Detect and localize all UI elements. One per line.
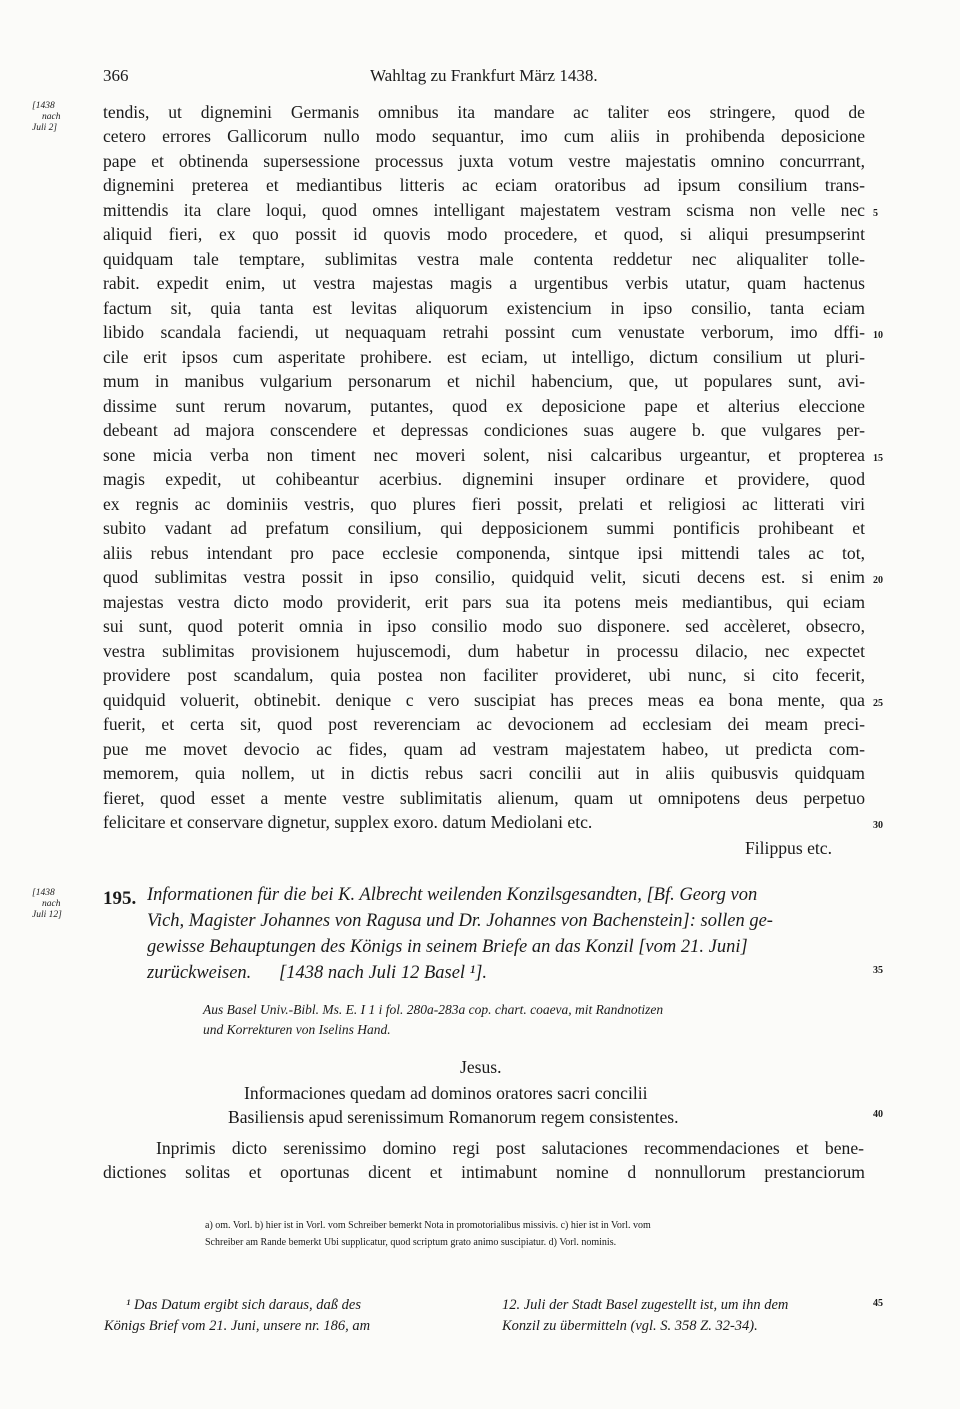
body-line: tendis, ut dignemini Germanis omnibus ita mandare ac taliter eos stringere, quod de [103,102,865,122]
body-line: libido scandala faciendi, ut nequaquam retrahi possint cum venustate verborum, imo dffi- [103,322,865,342]
footnote-text: Königs Brief vom 21. Juni, unsere nr. 186, am [104,1318,371,1334]
body-line: cile erit ipsos cum asperitate prohibere. est eciam, ut intelligo, dictum consilium ut pluri- [103,347,865,367]
body-line: factum sit, quia tanta est levitas aliquorum existencium in ipso consilio, tanta eciam [103,298,865,318]
body-line: dissime sunt rerum novarum, putantes, quod ex deposicione pape et alterius eleccione [103,396,865,416]
body-line: vestra sublimitas provisionem hujuscemodi, dum habetur in processu dilacio, nec expectet [103,641,865,661]
body-line: pape et obtinenda supersessione processus juxta votum vestre majestatis omnino concurrrant, [103,151,865,171]
body-line: cetero errores Gallicorum nullo modo sequantur, imo cum aliis in prohibenda deposicione [103,126,865,146]
body-line: ex regnis ac dominiis vestris, quo plures fieri possit, prelati et religiosi ac litterati viri [103,494,865,514]
line-number: 20 [873,575,883,586]
body-line: rabit. expedit enim, ut vestra majestas magis a urgentibus verbis utatur, quam hactenus [103,273,865,293]
margin-note-line: Juli 12] [32,910,62,920]
body-line: quod sublimitas vestra possit in ipso consilio, quidquid velit, sicuti decens est. si enim [103,567,865,587]
body-line: magis expedit, ut cohibeantur acerbius. dignemini insuper ordinare et providere, quod [103,469,865,489]
line-number: 45 [873,1298,883,1309]
body-line: sone micia verba non timent nec moveri solent, nisi calcaribus urgeantur, et propterea [103,445,865,465]
margin-note-line: nach [42,899,61,909]
body-line: subito vadant ad prefatum consilium, qui depposicionem summi pontificis prohibeant et [103,518,865,538]
line-number: 35 [873,965,883,976]
document-title-line: Vich, Magister Johannes von Ragusa und Dr. Johannes von Bachenstein]: sollen ge- [147,911,773,931]
page-number: 366 [103,66,129,85]
signature: Filippus etc. [745,838,832,858]
body-line: dictiones solitas et oportunas dicent et intimabunt nomine d nonnullorum prestanciorum [103,1162,865,1182]
body-line: aliis rebus intendant pro pace ecclesie componenda, sintque ipsi mittendi tales ac tot, [103,543,865,563]
footnote-text: Konzil zu übermitteln (vgl. S. 358 Z. 32-34). [502,1318,758,1334]
section-subheading: Informaciones quedam ad dominos oratores sacri concilii [244,1083,648,1103]
source-line: Aus Basel Univ.-Bibl. Ms. E. I 1 i fol. 280a-283a cop. chart. coaeva, mit Randnotizen [203,1002,664,1017]
body-line: debeant ad majora conscendere et depressas condiciones suas augere b. que vulgares per- [103,420,865,440]
body-line: majestas vestra dicto modo providerit, erit pars sua ita potens meis mediantibus, qui eciam [103,592,865,612]
apparatus-note: Schreiber am Rande bemerkt Ubi supplicatur, quod scriptum grato animo suscipiatur. d) Vorl. nominis. [205,1237,617,1248]
document-title-line: gewisse Behauptungen des Königs in seinem Briefe an das Konzil [vom 21. Juni] [147,937,748,957]
body-line: pue me movet devocio ac fides, quam ad vestram majestatem habeo, ut predicta com- [103,739,865,759]
margin-note-line: [1438 [32,888,55,898]
document-number: 195. [103,888,137,909]
body-line: sui sunt, quod poterit omnia in ipso consilio modo suo disponere. sed accèleret, obsecro, [103,616,865,636]
margin-note-line: [1438 [32,101,55,111]
body-line: mum in manibus vulgarium personarum et nichil habencium, que, ut populares sunt, avi- [103,371,865,391]
line-number: 10 [873,330,883,341]
body-line: providere post scandalum, quia postea non faciliter provideret, ubi nunc, si cito fecerit, [103,665,865,685]
line-number: 5 [873,208,878,219]
section-subheading: Basiliensis apud serenissimum Romanorum regem consistentes. [228,1107,679,1127]
margin-note-line: nach [42,112,61,122]
document-title-line: zurückweisen. [1438 nach Juli 12 Basel ¹]. [147,963,488,983]
body-line: fuerit, et certa sit, quod post reverenciam ac devocionem ad ecclesiam dei meam preci- [103,714,865,734]
body-line-last: felicitare et conservare dignetur, supplex exoro. datum Mediolani etc. [103,812,593,832]
body-line: quidquam tale temptare, sublimitas vestra male contenta reddetur nec aliqualiter tolle- [103,249,865,269]
footnote-text: ¹ Das Datum ergibt sich daraus, daß des [126,1297,362,1313]
apparatus-note: a) om. Vorl. b) hier ist in Vorl. vom Schreiber bemerkt Nota in promotorialibus missivis. c) hier ist in Vorl. vom [205,1220,651,1231]
body-line: aliquid fieri, ex quo possit id quovis modo procedere, et quod, si aliqui presumpserint [103,224,865,244]
source-line: und Korrekturen von Iselins Hand. [203,1022,391,1037]
body-line: fieret, quod esset a mente vestre sublimitatis alienum, quam ut omnipotens deus perpetuo [103,788,865,808]
margin-date-note [32,888,92,921]
margin-note-line: Juli 2] [32,123,58,133]
line-number: 30 [873,820,883,831]
line-number: 40 [873,1109,883,1120]
running-title: Wahltag zu Frankfurt März 1438. [370,66,598,85]
body-line: dignemini preterea et mediantibus litteris ac eciam oratoribus ad ipsum consilium trans- [103,175,865,195]
section-heading: Jesus. [460,1057,502,1077]
document-title-line: Informationen für die bei K. Albrecht weilenden Konzilsgesandten, [Bf. Georg von [147,885,758,905]
body-line: memorem, quia nollem, ut in dictis rebus sacri concilii aut in aliis quibusvis quidquam [103,763,865,783]
body-line: quidquid voluerit, obtinebit. denique c vero suscipiat has preces meas ea bona mente, qua [103,690,865,710]
margin-date-note [32,101,92,134]
body-line: Inprimis dicto serenissimo domino regi post salutaciones recommendaciones et bene- [156,1138,864,1158]
line-number: 15 [873,453,883,464]
body-line: mittendis ita clare loqui, quod omnes intelligant majestatem vestram scisma non velle nec [103,200,865,220]
footnote-text: 12. Juli der Stadt Basel zugestellt ist, um ihn dem [502,1297,789,1313]
line-number: 25 [873,698,883,709]
